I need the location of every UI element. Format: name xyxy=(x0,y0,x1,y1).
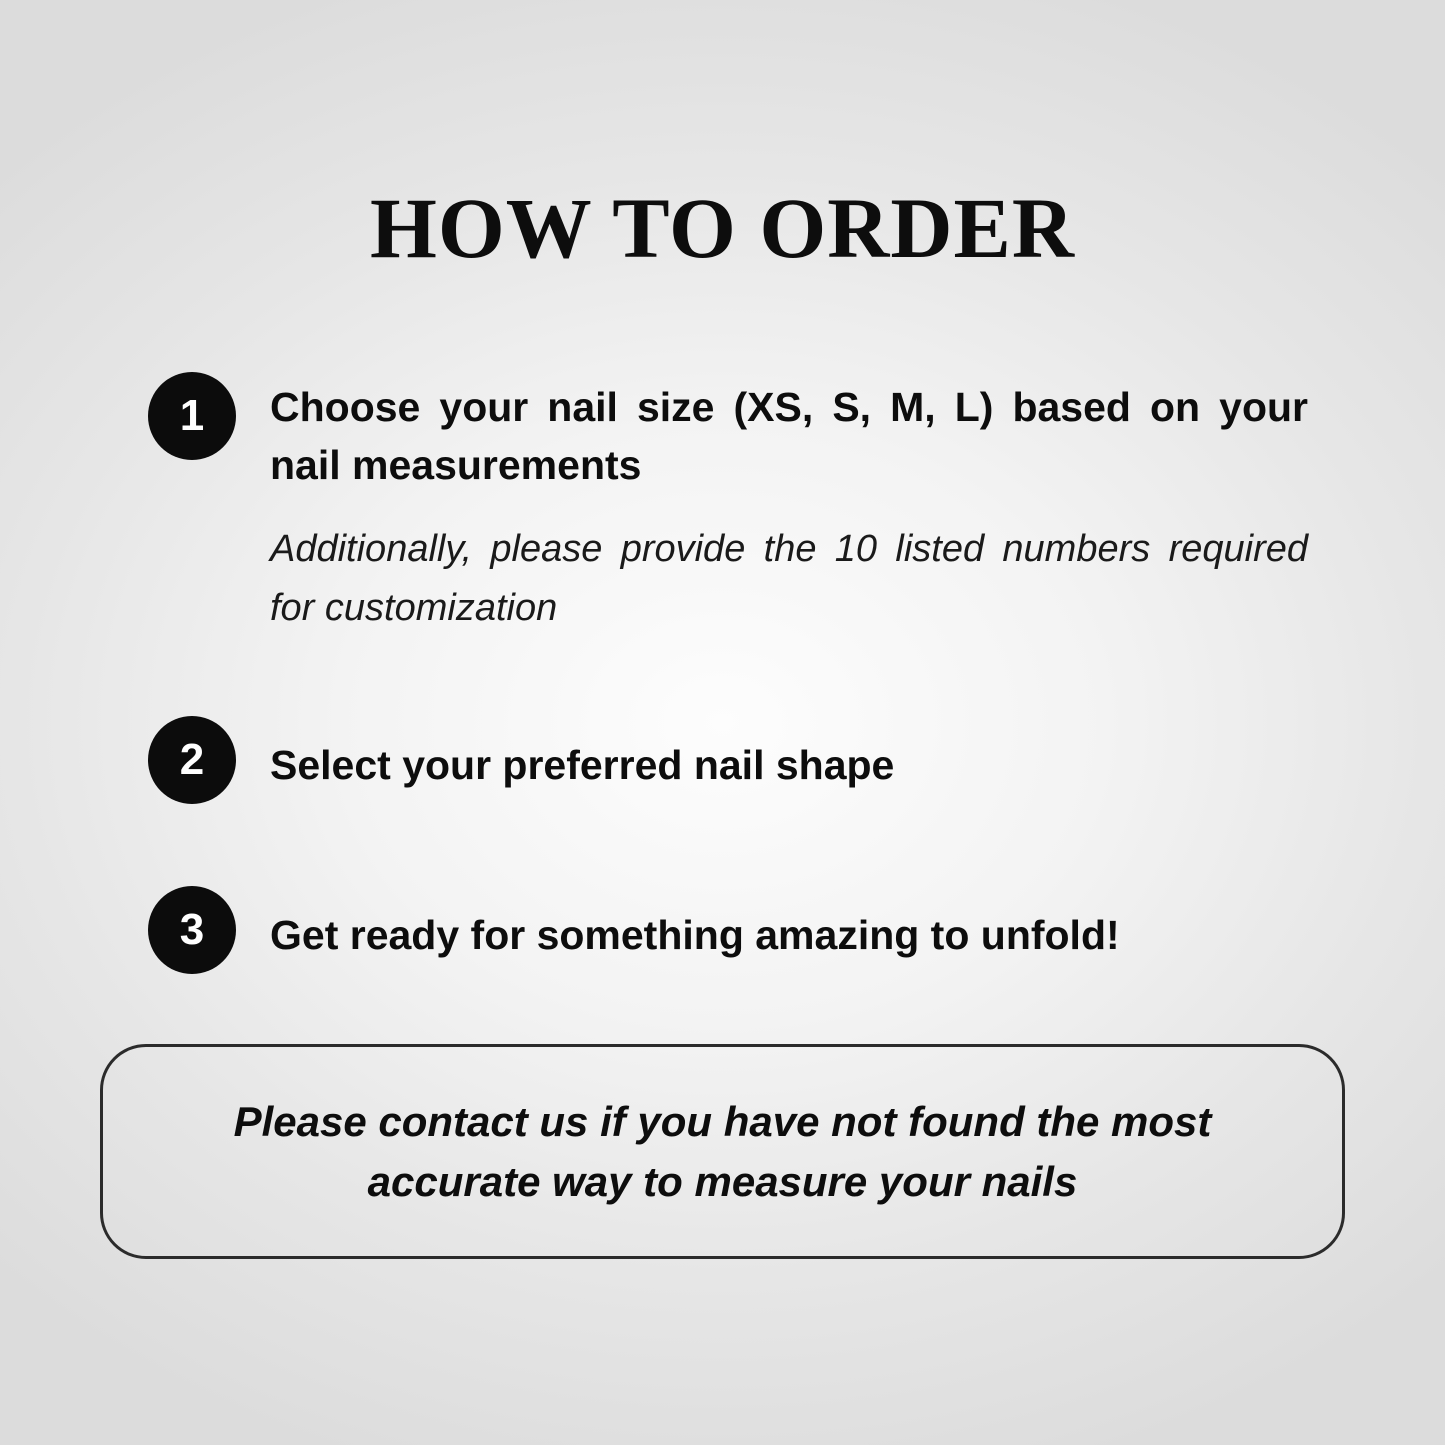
step-title: Select your preferred nail shape xyxy=(270,742,895,789)
step-title: Get ready for something amazing to unfold! xyxy=(270,912,1120,959)
step-note: Additionally, please provide the 10 listed numbers required for customization xyxy=(270,528,1308,630)
step-number-badge: 2 xyxy=(148,716,236,804)
step-content xyxy=(270,372,1308,638)
page-title: HOW TO ORDER xyxy=(370,180,1075,276)
list-item xyxy=(148,716,1308,804)
step-content xyxy=(270,886,1308,964)
step-number-badge: 1 xyxy=(148,372,236,460)
list-item xyxy=(148,886,1308,974)
list-item xyxy=(148,372,1308,638)
contact-callout xyxy=(100,1044,1345,1259)
step-title: Choose your nail size (XS, S, M, L) based on your nail measurements xyxy=(270,384,1308,489)
contact-callout-text: Please contact us if you have not found the most accurate way to measure your nails xyxy=(233,1097,1212,1205)
step-content xyxy=(270,716,1308,794)
steps-list xyxy=(148,372,1308,974)
step-number-badge: 3 xyxy=(148,886,236,974)
